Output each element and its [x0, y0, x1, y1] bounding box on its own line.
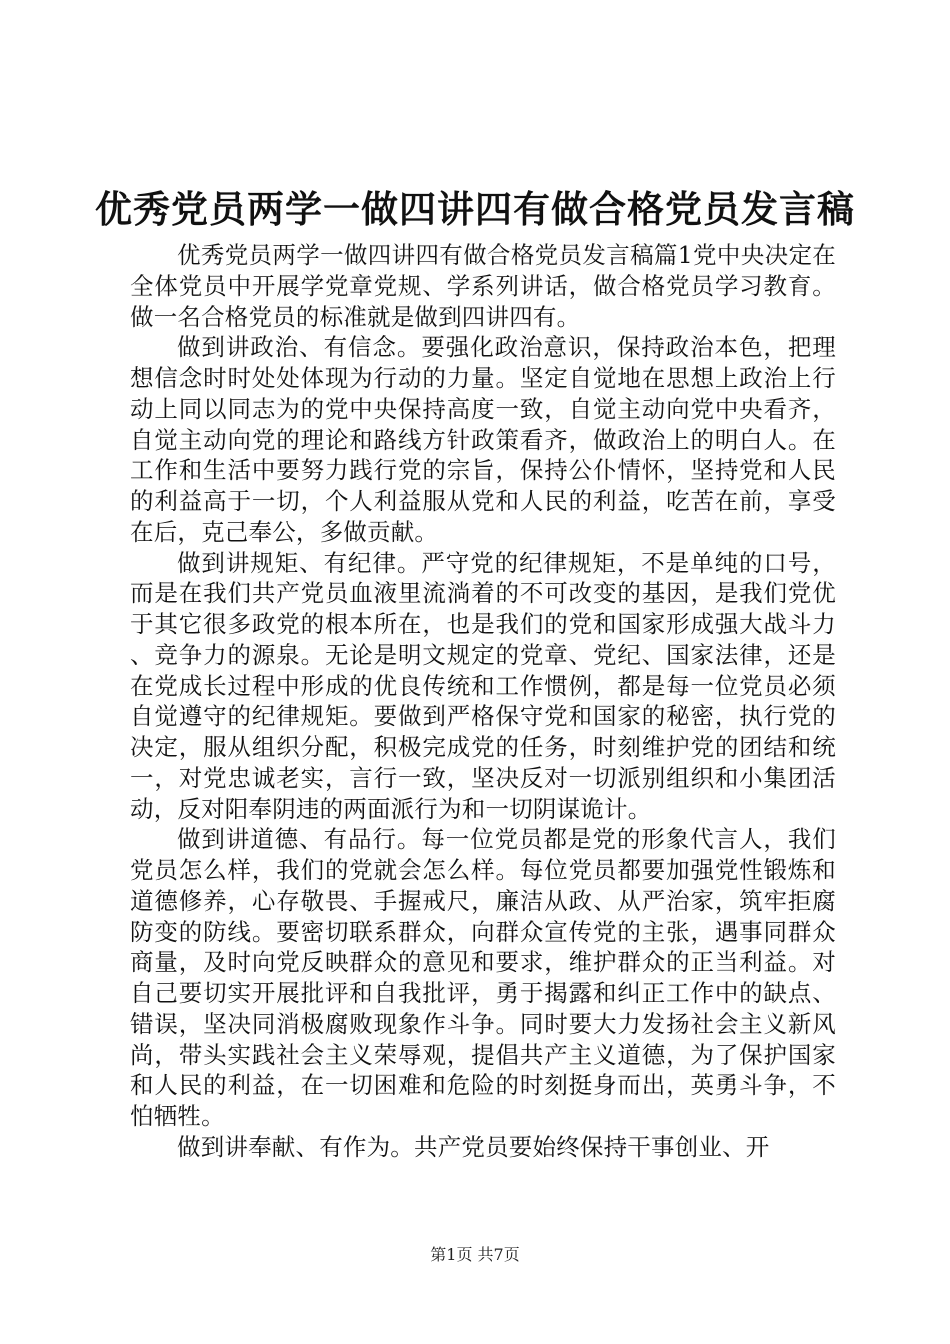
- paragraph-politics: 做到讲政治、有信念。要强化政治意识，保持政治本色，把理想信念时时处处体现为行动的力量。坚定自觉地在思想上政治上行动上同以同志为的党中央保持高度一致，自觉主动向党中央看齐，自觉主动向党的理论和路线方针政策看齐，做政治上的明白人。在工作和生活中要努力践行党的宗旨，保持公仆情怀，坚持党和人民的利益高于一切，个人利益服从党和人民的利益，吃苦在前，享受在后，克己奉公，多做贡献。: [130, 333, 836, 546]
- paragraph-morality: 做到讲道德、有品行。每一位党员都是党的形象代言人，我们党员怎么样，我们的党就会怎么样。每位党员都要加强党性锻炼和道德修养，心存敬畏、手握戒尺，廉洁从政、从严治家，筑牢拒腐防变的防线。要密切联系群众，向群众宣传党的主张，遇事同群众商量，及时向党反映群众的意见和要求，维护群众的正当利益。对自己要切实开展批评和自我批评，勇于揭露和纠正工作中的缺点、错误，坚决同消极腐败现象作斗争。同时要大力发扬社会主义新风尚，带头实践社会主义荣辱观，提倡共产主义道德，为了保护国家和人民的利益，在一切困难和危险的时刻挺身而出，英勇斗争，不怕牺牲。: [130, 825, 836, 1130]
- paragraph-discipline: 做到讲规矩、有纪律。严守党的纪律规矩，不是单纯的口号，而是在我们共产党员血液里流淌着的不可改变的基因，是我们党优于其它很多政党的根本所在，也是我们的党和国家形成强大战斗力、竞争力的源泉。无论是明文规定的党章、党纪、国家法律，还是在党成长过程中形成的优良传统和工作惯例，都是每一位党员必须自觉遵守的纪律规矩。要做到严格保守党和国家的秘密，执行党的决定，服从组织分配，积极完成党的任务，时刻维护党的团结和统一，对党忠诚老实，言行一致，坚决反对一切派别组织和小集团活动，反对阳奉阴违的两面派行为和一切阴谋诡计。: [130, 548, 836, 823]
- document-title: 优秀党员两学一做四讲四有做合格党员发言稿: [95, 187, 855, 231]
- document-body: [130, 240, 836, 1163]
- paragraph-dedication: 做到讲奉献、有作为。共产党员要始终保持干事创业、开: [177, 1132, 770, 1161]
- paragraph-intro: 优秀党员两学一做四讲四有做合格党员发言稿篇1党中央决定在全体党员中开展学党章党规、学系列讲话，做合格党员学习教育。做一名合格党员的标准就是做到四讲四有。: [130, 241, 836, 331]
- page-indicator: 第1页 共7页: [430, 1245, 520, 1264]
